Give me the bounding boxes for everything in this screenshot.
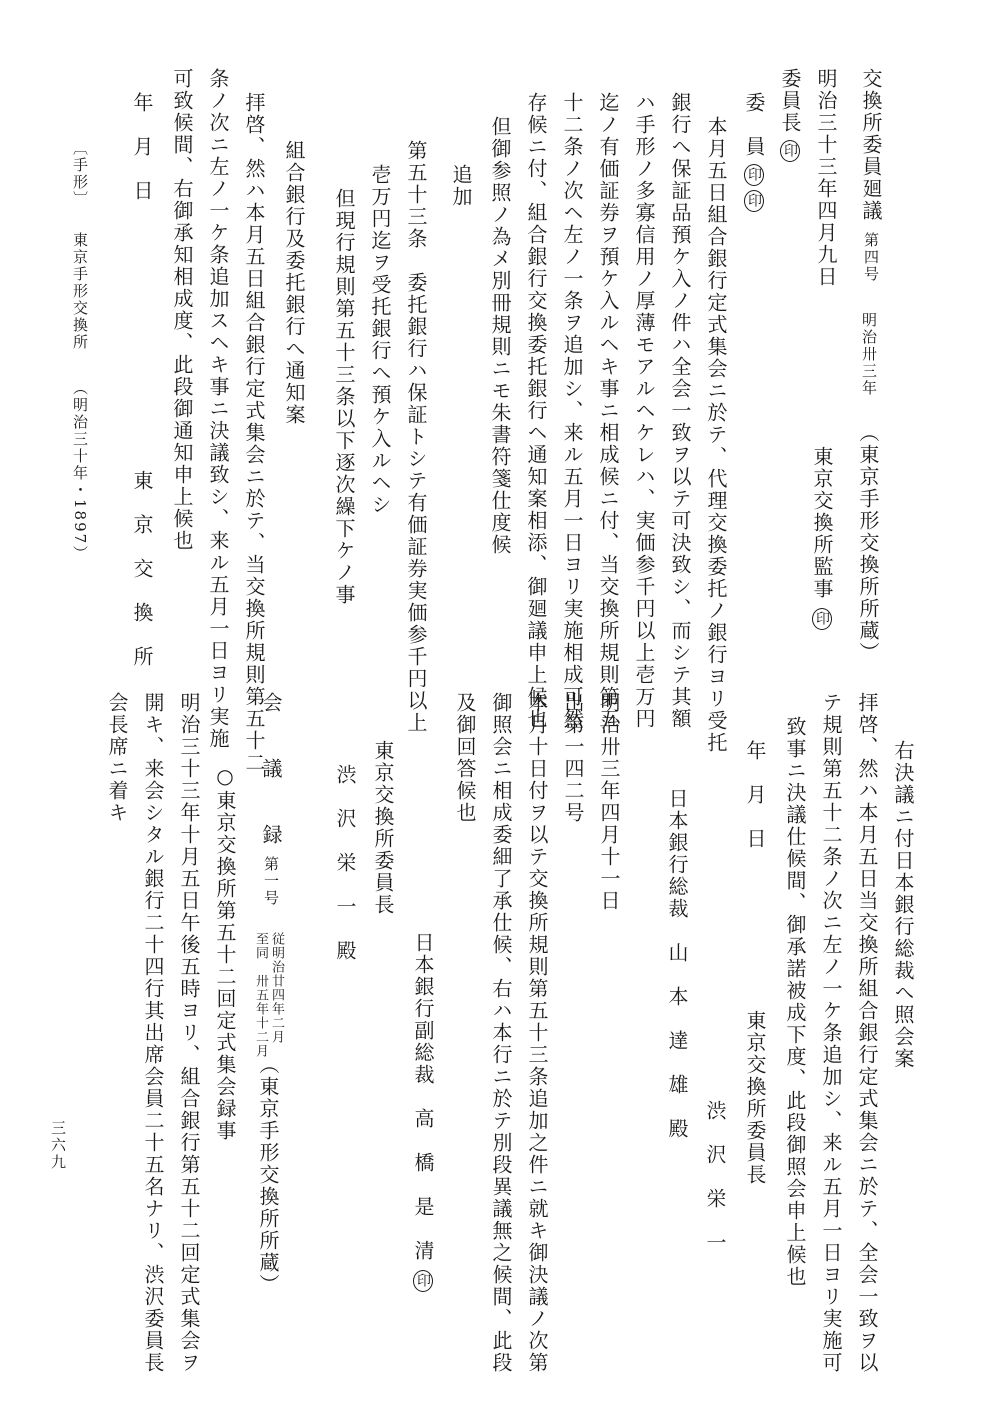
seal-mark: 印: [812, 608, 832, 630]
inquiry-title: 右決議ニ付日本銀行総裁へ照会案: [891, 740, 915, 1070]
page-number: 三六九: [49, 1120, 67, 1171]
minutes-body-line: 開キ、来会シタル銀行二十四行其出席会員二十五名ナリ、渋沢委員長: [141, 692, 165, 1374]
circular-number: 第四号: [862, 232, 880, 283]
reply-sender: 日本銀行副総裁 高 橋 是 清印: [413, 932, 433, 1292]
seal-mark: 印: [744, 164, 764, 186]
notice-title: 組合銀行及委托銀行へ通知案: [282, 140, 306, 426]
minutes-body-line: 会長席ニ着キ: [105, 692, 129, 824]
seal-mark: 印: [744, 190, 764, 212]
circular-body-line: 銀行へ保証品預ケ入ノ件ハ全会一致ヲ以テ可決致シ、而シテ其額: [668, 92, 692, 730]
article-line: 第五十三条 委托銀行ハ保証トシテ有価証券実価参千円以上: [404, 140, 428, 734]
reply-body-line: 及御回答候也: [453, 692, 477, 824]
seal-mark: 印: [413, 1270, 433, 1292]
notice-body-line: 可致候間、右御承知相成度、此段御通知申上候也: [170, 68, 194, 552]
minutes-range-to: 至同 卅五年十二月: [253, 932, 268, 1058]
notice-body-line: 拝啓、然ハ本月五日組合銀行定式集会ニ於テ、当交換所規則第五十二: [242, 92, 266, 774]
minutes-body-line: 明治三十三年十月五日午後五時ヨリ、組合銀行第五十二回定式集会ヲ: [177, 692, 201, 1374]
reply-number: 出第一四二号: [561, 692, 585, 824]
reply-date: 明治卅三年四月十一日: [597, 692, 621, 912]
circular-date: 明治三十三年四月九日: [814, 68, 838, 288]
circular-body-line: 但御参照ノ為メ別冊規則ニモ朱書符箋仕度候: [488, 116, 512, 556]
footer-org: 東京手形交換所: [71, 232, 89, 351]
circular-body-line: 存候ニ付、組合銀行交換委托銀行ヘ通知案相添、御廻議申上候也: [524, 92, 548, 730]
footer-category: 〔手形〕: [71, 140, 89, 208]
circular-year-note: 明治卅三年: [860, 312, 878, 397]
minutes-range-from: 従明治廿四年二月: [269, 932, 284, 1044]
inquiry-body-line: テ規則第五十二条ノ次ニ左ノ一ケ条追加シ、来ル五月一日ヨリ実施可: [819, 692, 843, 1374]
article-note: 但現行規則第五十三条以下逐次繰下ケノ事: [332, 188, 356, 606]
inquiry-sender-title: 東京交換所委員長: [743, 1010, 767, 1186]
members-line: 委 員印印: [744, 92, 764, 212]
footer-year: （明治三十年・1897）: [71, 380, 89, 563]
minutes-title: 会 議 録第一号: [259, 692, 283, 907]
inquiry-recipient: 日本銀行総裁 山 本 達 雄 殿: [665, 788, 689, 1140]
circular-body-line: 十二条ノ次ヘ左ノ一条ヲ追加シ、来ル五月一日ヨリ実施相成可然: [560, 92, 584, 730]
inquiry-sender-name: 渋 沢 栄 一: [703, 1100, 727, 1254]
seal-mark: 印: [780, 140, 800, 162]
article-line: 壱万円迄ヲ受托銀行へ預ケ入ルヘシ: [368, 164, 392, 516]
minutes-subtitle: ○東京交換所第五十二回定式集会録事: [213, 764, 237, 1142]
addition-label: 追加: [449, 164, 473, 208]
notice-sender: 東 京 交 換 所: [130, 470, 154, 668]
circular-body-line: 迄ノ有価証券ヲ預ケ入ルヘキ事ニ相成候ニ付、当交換所規則第五: [596, 92, 620, 730]
inquiry-date: 年 月 日: [743, 740, 767, 850]
reply-recipient-name: 渋 沢 栄 一 殿: [333, 764, 357, 962]
circular-title: 交換所委員廻議第四号: [859, 68, 883, 283]
chairman-line: 委員長印: [780, 68, 800, 162]
circular-body-line: ハ手形ノ多寡信用ノ厚薄モアルヘケレハ、実価参千円以上壱万円: [632, 92, 656, 730]
notice-date: 年 月 日: [130, 92, 154, 202]
notice-body-line: 条ノ次ニ左ノ一ケ条追加スヘキ事ニ決議致シ、来ル五月一日ヨリ実施: [206, 68, 230, 750]
minutes-number: 第一号: [262, 856, 280, 907]
auditor-line: 東京交換所監事印: [812, 446, 832, 630]
reply-body-line: 本月十日付ヲ以テ交換所規則第五十三条追加之件ニ就キ御決議ノ次第: [525, 692, 549, 1374]
circular-source: （東京手形交換所所蔵）: [856, 422, 880, 664]
reply-body-line: 御照会ニ相成委細了承仕候、右ハ本行ニ於テ別段異議無之候間、此段: [489, 692, 513, 1374]
circular-body-line: 本月五日組合銀行定式集会ニ於テ、代理交換委托ノ銀行ヨリ受托: [704, 116, 728, 754]
inquiry-body-line: 致事ニ決議仕候間、御承諾被成下度、此段御照会申上候也: [783, 716, 807, 1288]
inquiry-body-line: 拝啓、然ハ本月五日当交換所組合銀行定式集会ニ於テ、全会一致ヲ以: [855, 692, 879, 1374]
reply-recipient-title: 東京交換所委員長: [371, 740, 395, 916]
minutes-source: （東京手形交換所所蔵）: [256, 1054, 280, 1296]
